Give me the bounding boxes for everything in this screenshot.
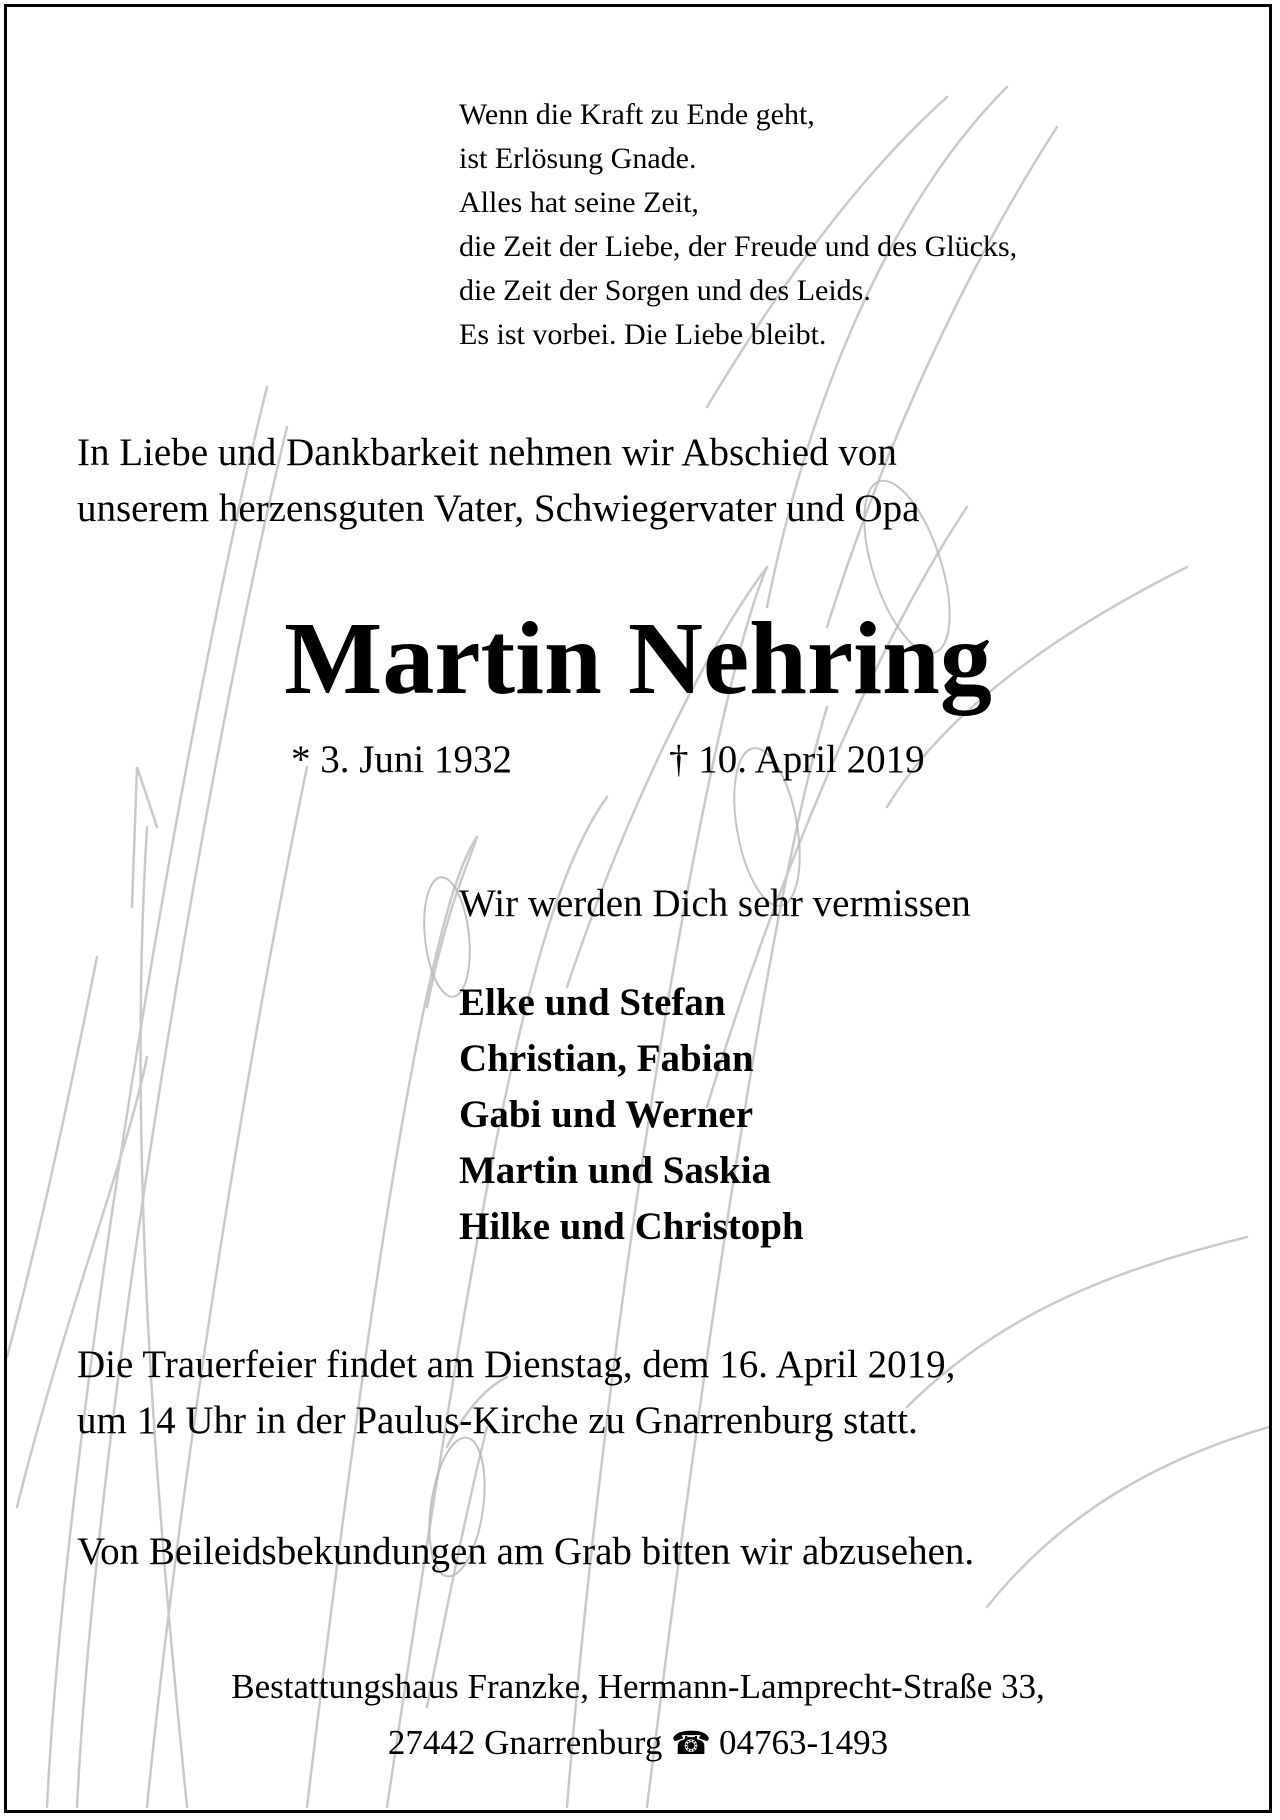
poem-line: ist Erlösung Gnade.: [459, 142, 697, 175]
condolence-note: Von Beileidsbekundungen am Grab bitten wir abzusehen.: [77, 1530, 975, 1573]
poem-line: die Zeit der Liebe, der Freude und des Glücks,: [459, 230, 1018, 263]
poem: [459, 93, 1017, 357]
intro-line: In Liebe und Dankbarkeit nehmen wir Abschied von: [77, 431, 897, 474]
poem-line: Es ist vorbei. Die Liebe bleibt.: [459, 318, 827, 351]
funeral-notice: [77, 1337, 955, 1449]
mourner-name: Hilke und Christoph: [459, 1205, 804, 1248]
birth-date: * 3. Juni 1932: [291, 738, 513, 781]
funeral-line: Die Trauerfeier findet am Dienstag, dem 16. April 2019,: [77, 1343, 956, 1386]
deceased-name: Martin Nehring: [284, 601, 992, 716]
funeral-home-contact: [7, 1715, 1269, 1771]
farewell-line: Wir werden Dich sehr vermissen: [459, 882, 971, 925]
intro-line: unserem herzensguten Vater, Schwiegervater und Opa: [77, 487, 920, 530]
mourner-name: Gabi und Werner: [459, 1093, 754, 1136]
funeral-home-city: 27442 Gnarrenburg: [387, 1723, 663, 1762]
poem-line: Wenn die Kraft zu Ende geht,: [459, 98, 815, 131]
obituary-card: [4, 4, 1272, 1813]
funeral-line: um 14 Uhr in der Paulus-Kirche zu Gnarrenburg statt.: [77, 1399, 918, 1442]
poem-line: die Zeit der Sorgen und des Leids.: [459, 274, 871, 307]
mourner-name: Elke und Stefan: [459, 981, 726, 1024]
funeral-home-phone: 04763-1493: [718, 1723, 889, 1762]
mourner-name: Christian, Fabian: [459, 1037, 754, 1080]
intro-text: [77, 425, 919, 537]
funeral-home-address: Bestattungshaus Franzke, Hermann-Lamprecht-Straße 33,: [231, 1667, 1045, 1706]
death-date: † 10. April 2019: [669, 738, 925, 781]
mourner-name: Martin und Saskia: [459, 1149, 772, 1192]
poem-line: Alles hat seine Zeit,: [459, 186, 699, 219]
telephone-icon: ☎: [671, 1725, 711, 1761]
mourners-list: [459, 975, 804, 1255]
funeral-home-footer: [7, 1659, 1269, 1771]
